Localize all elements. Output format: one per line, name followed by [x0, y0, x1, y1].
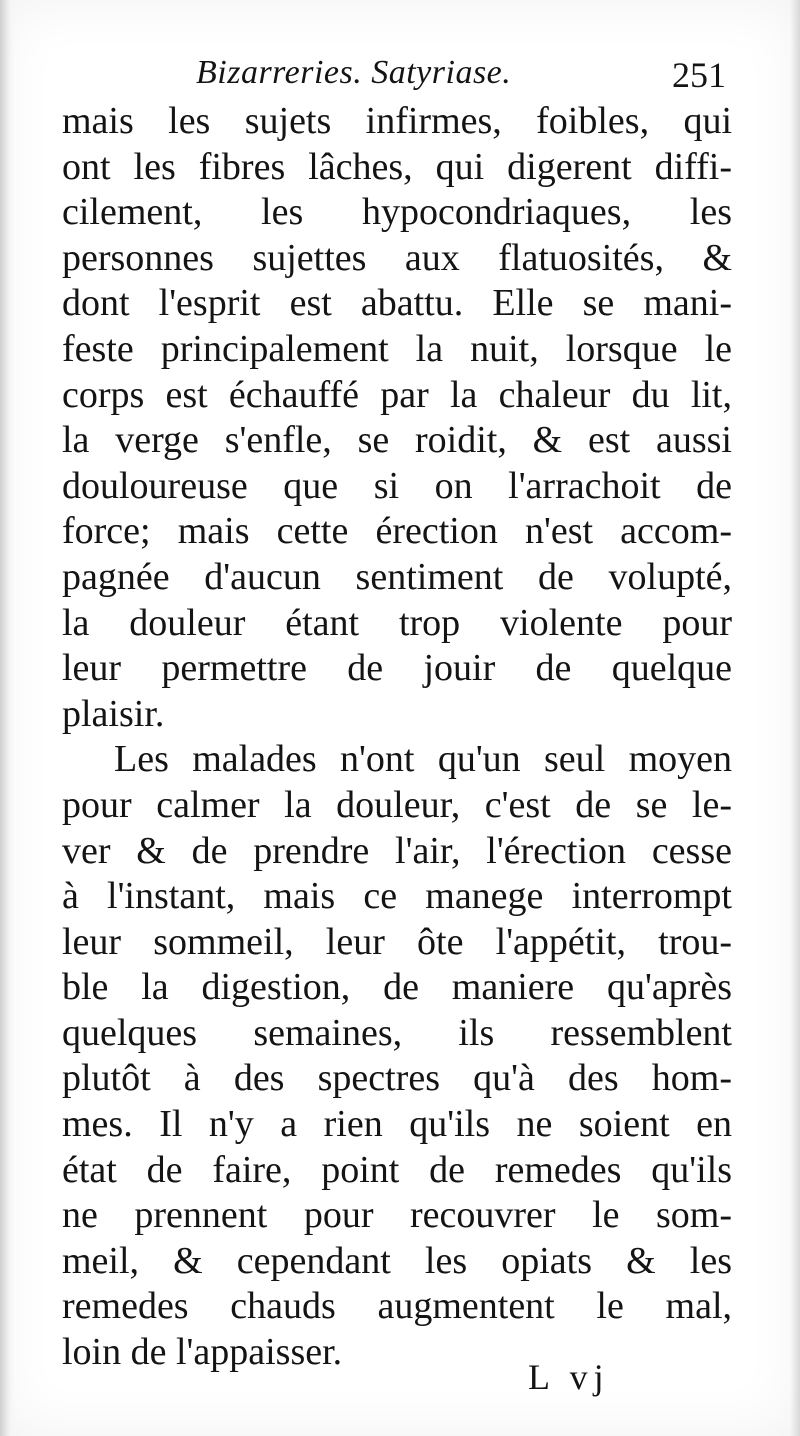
text-line: plaisir. — [62, 692, 165, 735]
page-edge-shadow-right — [790, 0, 800, 1436]
text-line: cilement, les hypocondriaques, les — [62, 191, 732, 234]
text-line: pour calmer la douleur, c'est de se le- — [62, 783, 732, 826]
text-line: plutôt à des spectres qu'à des hom- — [62, 1057, 732, 1100]
text-line: pagnée d'aucun sentiment de volupté, — [62, 555, 732, 598]
text-line: ont les fibres lâches, qui digerent diffi- — [62, 145, 732, 188]
page-number: 251 — [672, 55, 726, 95]
text-line: la verge s'enfle, se roidit, & est aussi — [62, 419, 732, 462]
signature-mark: L vj — [528, 1357, 610, 1397]
page-edge-shadow-left — [0, 0, 14, 1436]
text-line: meil, & cependant les opiats & les — [62, 1239, 732, 1282]
text-line: douloureuse que si on l'arrachoit de — [62, 464, 732, 507]
text-line: ver & de prendre l'air, l'érection cesse — [62, 829, 732, 872]
text-line: corps est échauffé par la chaleur du lit, — [62, 373, 732, 416]
text-line: personnes sujettes aux flatuosités, & — [62, 236, 732, 279]
text-line: mes. Il n'y a rien qu'ils ne soient en — [62, 1103, 732, 1146]
text-line: loin de l'appaisser. — [62, 1331, 343, 1374]
text-line: mais les sujets infirmes, foibles, qui — [62, 100, 732, 142]
text-line: dont l'esprit est abattu. Elle se mani- — [62, 282, 732, 325]
running-title: Bizarreries. Satyriase. — [196, 54, 512, 91]
text-line: Les malades n'ont qu'un seul moyen — [114, 738, 732, 781]
text-line: force; mais cette érection n'est accom- — [62, 510, 732, 553]
text-line: feste principalement la nuit, lorsque le — [62, 327, 732, 370]
text-line: remedes chauds augmentent le mal, — [62, 1285, 732, 1328]
text-line: ne prennent pour recouvrer le som- — [62, 1194, 732, 1237]
running-head — [64, 50, 730, 96]
text-line: quelques semaines, ils ressemblent — [62, 1011, 732, 1054]
text-line: à l'instant, mais ce manege interrompt — [62, 875, 732, 918]
paragraph-1 — [62, 99, 732, 737]
body-text — [62, 99, 732, 1376]
text-line: la douleur étant trop violente pour — [62, 601, 732, 644]
text-line: leur permettre de jouir de quelque — [62, 647, 732, 690]
text-line: leur sommeil, leur ôte l'appétit, trou- — [62, 920, 732, 963]
text-line: état de faire, point de remedes qu'ils — [62, 1148, 732, 1191]
paragraph-2 — [62, 737, 732, 1375]
text-line: ble la digestion, de maniere qu'après — [62, 966, 732, 1009]
